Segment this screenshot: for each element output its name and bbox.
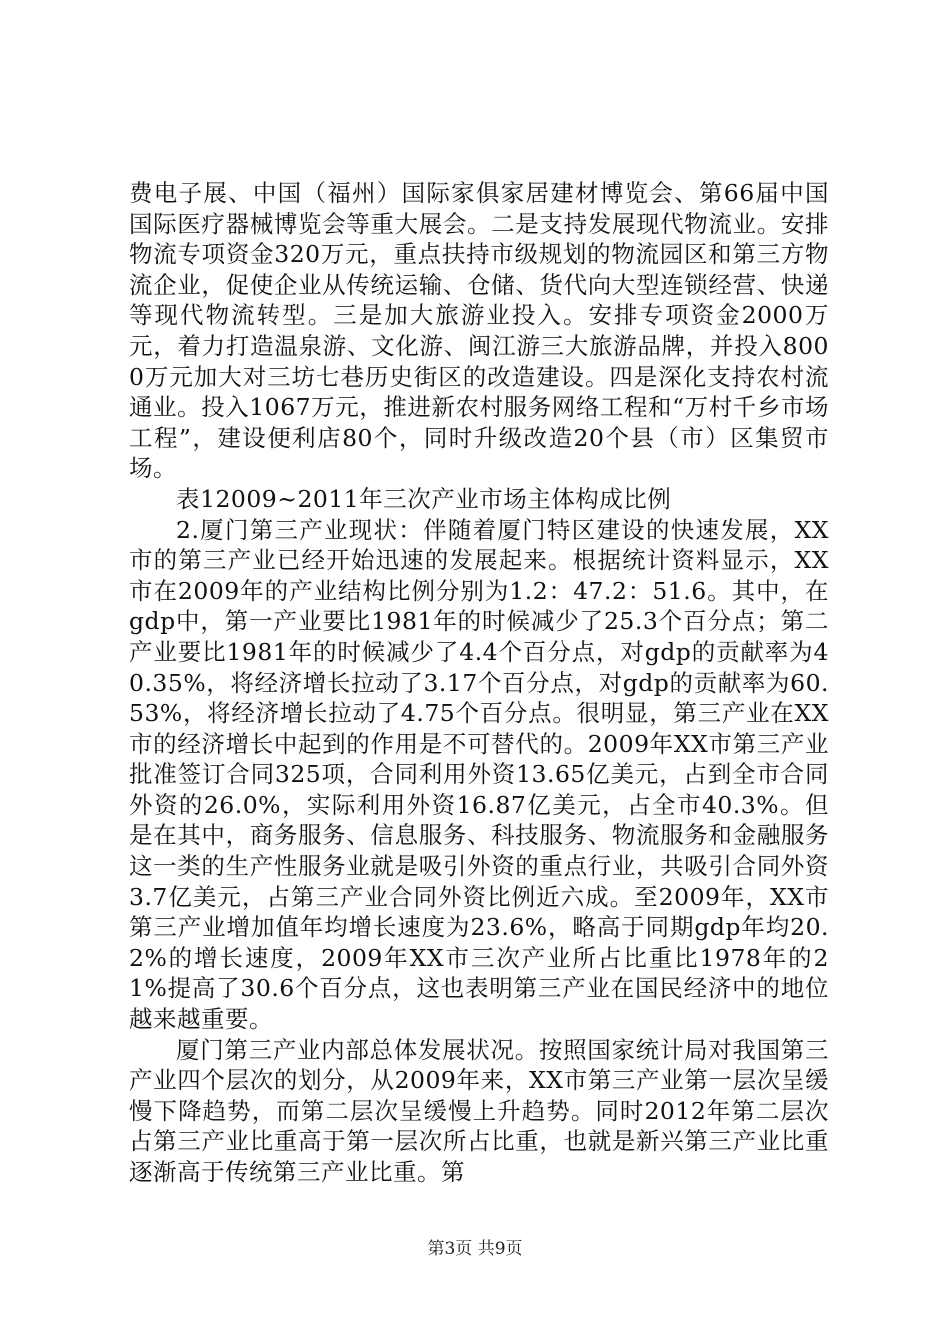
page-footer: 第3页 共9页 xyxy=(427,1239,523,1259)
table-caption: 表12009~2011年三次产业市场主体构成比例 xyxy=(176,484,672,513)
document-body xyxy=(129,178,829,1188)
paragraph-continuation: 费电子展、中国（福州）国际家俱家居建材博览会、第66届中国国际医疗器械博览会等重大展会。二是支持发展现代物流业。安排物流专项资金320万元，重点扶持市级规划的物流园区和第三方物流企业，促使企业从传统运输、仓储、货代向大型连锁经营、快递等现代物流转型。三是加大旅游业投入。安排专项资金2000万元，着力打造温泉游、文化游、闽江游三大旅游品牌，并投入8000万元加大对三坊七巷历史街区的改造建设。四是深化支持农村流通业。投入1067万元，推进新农村服务网络工程和“万村千乡市场工程”，建设便利店80个，同时升级改造20个县（市）区集贸市场。 xyxy=(129,179,829,483)
paragraph-xiamen-status: 2.厦门第三产业现状：伴随着厦门特区建设的快速发展，XX市的第三产业已经开始迅速的发展起来。根据统计资料显示，XX市在2009年的产业结构比例分别为1.2：47.2：51.6。其中，在gdp中，第一产业要比1981年的时候减少了25.3个百分点；第二产业要比1981年的时候减少了4.4个百分点，对gdp的贡献率为40.35%，将经济增长拉动了3.17个百分点，对gdp的贡献率为60.53%，将经济增长拉动了4.75个百分点。很明显，第三产业在XX市的经济增长中起到的作用是不可替代的。2009年XX市第三产业批准签订合同325项，合同利用外资13.65亿美元，占到全市合同外资的26.0%，实际利用外资16.87亿美元，占全市40.3%。但是在其中，商务服务、信息服务、科技服务、物流服务和金融服务这一类的生产性服务业就是吸引外资的重点行业，共吸引合同外资3.7亿美元，占第三产业合同外资比例近六成。至2009年，XX市第三产业增加值年均增长速度为23.6%，略高于同期gdp年均20.2%的增长速度，2009年XX市三次产业所占比重比1978年的21%提高了30.6个百分点，这也表明第三产业在国民经济中的地位越来越重要。 xyxy=(129,515,829,1034)
paragraph-internal-development: 厦门第三产业内部总体发展状况。按照国家统计局对我国第三产业四个层次的划分，从2009年来，XX市第三产业第一层次呈缓慢下降趋势，而第二层次呈缓慢上升趋势。同时2012年第二层次占第三产业比重高于第一层次所占比重，也就是新兴第三产业比重逐渐高于传统第三产业比重。第 xyxy=(129,1035,829,1186)
